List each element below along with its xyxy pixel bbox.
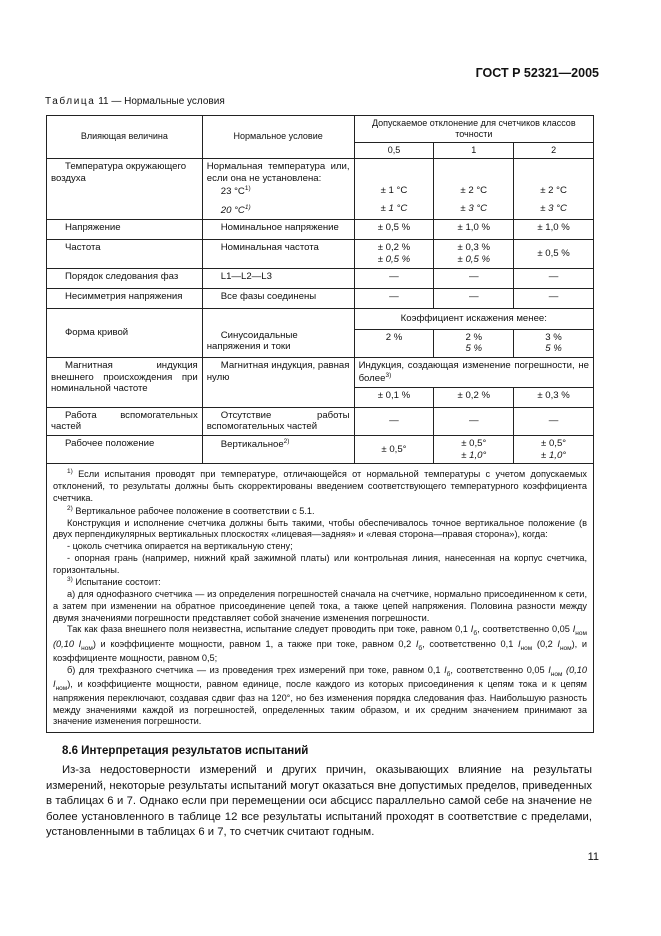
- footnote-text: а) для однофазного счетчика — из определения погрешностей сначала на счетчике, нормально присоединенном к сети, а затем при изменении на обратное присоединение цепей тока, а также цепей напряжения. Половина разности между двумя значениями погрешности представляет собой значение изменения погрешности.: [53, 589, 587, 623]
- footnote-text: Испытание состоит:: [75, 577, 161, 588]
- value-text: ± 3 °С: [460, 202, 488, 214]
- condition-cell: Магнитная индукция, равная нулю: [202, 357, 354, 407]
- value-cell: —: [514, 407, 594, 435]
- footnote-text: Вертикальное рабочее положение в соответствии с 5.1.: [75, 505, 315, 516]
- header-class: 0,5: [354, 142, 434, 158]
- value-text: ± 0,5 %: [457, 253, 490, 265]
- footnote-mark: 2): [67, 504, 73, 512]
- condition-cell: Все фазы соединены: [202, 288, 354, 308]
- table-row: [47, 268, 594, 288]
- footnote-ref: 3): [385, 371, 392, 379]
- value-cell: ± 0,3 %: [514, 387, 594, 407]
- caption-title: — Нормальные условия: [111, 96, 225, 107]
- table-row: [47, 435, 594, 463]
- note-text: Индукция, создающая изменение погрешности, не более: [358, 359, 589, 384]
- value-cell: —: [514, 288, 594, 308]
- condition-cell: L1—L2—L3: [202, 268, 354, 288]
- value-cell: —: [514, 268, 594, 288]
- value-text: ± 2 °С: [540, 184, 567, 196]
- value-cell: —: [434, 407, 514, 435]
- footnote-ref: 2): [283, 437, 290, 445]
- footnote-text: Так как фаза внешнего поля неизвестна, испытание следует проводить при токе, равном 0,1 $I_б$, соответственно 0,05 $I_{ном}$ (0,10 $I_{ном}$) и коэффициенте мощности, равном 1, а также при токе, равном 0,2 $I_б$, соответственно 0,1 $I_{ном}$ (0,2 $I_{ном}$), и коэффициенте мощности, равном 0,5;: [53, 624, 588, 663]
- influence-cell: Частота: [47, 240, 203, 268]
- value-cell: [434, 435, 514, 463]
- value-text: ± 0,5 %: [377, 253, 411, 265]
- value-text: ± 0,3 %: [457, 242, 490, 254]
- value-text: 3 %: [545, 331, 562, 343]
- value-text: ± 1 °С: [380, 184, 408, 196]
- value-text: 5 %: [545, 343, 562, 355]
- value-cell: [354, 158, 434, 219]
- influence-cell: Температура окружающего воздуха: [47, 158, 203, 219]
- value-cell: ± 0,5°: [354, 435, 434, 463]
- footnote-text: Если испытания проводят при температуре, отличающейся от нормальной температуры с учетом допускаемых отклонений, то результаты должны быть скорректированы введением соответствующего температурного коэффициента счетчика.: [53, 469, 587, 503]
- caption-label: Таблица: [45, 96, 96, 107]
- value-cell: —: [354, 288, 434, 308]
- value-text: 5 %: [465, 343, 483, 355]
- condition-cell: [202, 435, 354, 463]
- document-header: ГОСТ Р 52321—2005: [475, 66, 599, 80]
- temperature-value: 20 °С: [220, 205, 245, 217]
- section-paragraph: Из-за недостоверности измерений и других причин, оказывающих влияние на результаты измерений, некоторые результаты испытаний могут оказаться вне допустимых пределов, приведенных в таблицах 6 и 7. Однако если при перемещении оси абсцисс параллельно самой себе на значение не более установленного в таблице 12 все результаты испытаний проходят в соответствие с пределами, установленными в таблицах 6 и 7, то счетчик считают годным.: [46, 764, 592, 839]
- condition-cell: [202, 158, 354, 219]
- value-cell: [434, 158, 514, 219]
- value-cell: ± 0,2 %: [434, 387, 514, 407]
- value-text: ± 2 °С: [460, 184, 488, 196]
- header-class: 2: [514, 142, 594, 158]
- table-row: [47, 158, 594, 219]
- footnote-ref: 1): [244, 185, 251, 193]
- condition-cell: Отсутствие работы вспомогательных частей: [202, 407, 354, 435]
- condition-cell: Синусоидальные напряжения и токи: [202, 308, 354, 357]
- value-cell: ± 0,5 %: [514, 240, 594, 268]
- footnote-ref: 1): [244, 204, 251, 212]
- value-text: ± 3 °С: [540, 202, 567, 214]
- value-text: ± 0,5°: [461, 437, 487, 449]
- condition-text: Вертикальное: [220, 439, 284, 451]
- header-class: 1: [434, 142, 514, 158]
- value-cell: [354, 240, 434, 268]
- section-heading: 8.6 Интерпретация результатов испытаний: [62, 745, 309, 757]
- table-caption: [45, 96, 225, 107]
- value-cell: ± 1,0 %: [514, 220, 594, 240]
- table-row: [47, 220, 594, 240]
- influence-cell: Рабочее положение: [47, 435, 203, 463]
- value-text: ± 1,0°: [541, 449, 567, 461]
- value-cell: —: [434, 268, 514, 288]
- value-cell: ± 0,1 %: [354, 387, 434, 407]
- influence-cell: Несимметрия напряжения: [47, 288, 203, 308]
- normal-conditions-table: [46, 115, 594, 733]
- value-cell: 2 %: [354, 329, 434, 357]
- influence-cell: Магнитная индукция внешнего происхождения при номинальной частоте: [47, 357, 203, 407]
- footnotes-row: [47, 464, 594, 733]
- value-cell: [514, 435, 594, 463]
- page-number: 11: [587, 851, 599, 863]
- temperature-value: 23 °С: [220, 186, 245, 198]
- footnote-text: б) для трехфазного счетчика — из проведения трех измерений при токе, равном 0,1 $I_б$, соответственно 0,05 $I_{ном}$ (0,10 $I_{ном}$), и коэффициенте мощности, равном единице, после каждого из которых присоединения к цепям тока и к цепям напряжения переключают, создавая сдвиг фаз на 120°, но без изменения порядка следования фаз. Наибольшую разность между значениями каждой из погрешностей, определенных таким образом, и их средним значением принимают за значение изменения погрешности.: [53, 664, 587, 727]
- induction-note: [354, 357, 593, 387]
- table-row: [47, 240, 594, 268]
- value-cell: —: [354, 268, 434, 288]
- value-text: ± 1,0°: [461, 449, 487, 461]
- header-normal-condition: Нормальное условие: [202, 116, 354, 159]
- footnote-text: - опорная грань (например, нижний край зажимной платы) или контрольная линия, нанесенная на корпус счетчика, горизонтальны.: [53, 552, 587, 575]
- value-cell: ± 1,0 %: [434, 220, 514, 240]
- table-row: [47, 357, 594, 387]
- footnote-mark: 3): [67, 576, 73, 584]
- value-cell: [434, 329, 514, 357]
- condition-cell: Номинальное напряжение: [202, 220, 354, 240]
- table-footnotes: [47, 464, 594, 733]
- influence-cell: Работа вспомогательных частей: [47, 407, 203, 435]
- header-influence: Влияющая величина: [47, 116, 203, 159]
- value-cell: [514, 329, 594, 357]
- value-cell: [434, 240, 514, 268]
- influence-cell: Напряжение: [47, 220, 203, 240]
- caption-number: 11: [98, 96, 109, 107]
- value-text: ± 0,2 %: [377, 242, 411, 254]
- distortion-note: Коэффициент искажения менее:: [354, 308, 593, 329]
- footnote-mark: 1): [67, 468, 73, 476]
- footnote-text: Конструкция и исполнение счетчика должны быть такими, чтобы обеспечивалось точное вертикальное положение (в двух перпендикулярных вертикальных плоскостях «лицевая—задняя» и «левая сторона—правая сторона»), когда:: [53, 517, 587, 540]
- value-cell: ± 0,5 %: [354, 220, 434, 240]
- influence-cell: Порядок следования фаз: [47, 268, 203, 288]
- value-text: 2 %: [465, 331, 483, 343]
- value-text: ± 1 °С: [380, 202, 408, 214]
- table-row: [47, 288, 594, 308]
- influence-cell: Форма кривой: [47, 308, 203, 357]
- header-deviation: Допускаемое отклонение для счетчиков классов точности: [354, 116, 593, 143]
- footnote-text: - цоколь счетчика опирается на вертикальную стену;: [67, 541, 293, 552]
- condition-text: Нормальная температура или, если она не установлена:: [206, 160, 350, 184]
- condition-cell: Номинальная частота: [202, 240, 354, 268]
- value-cell: —: [354, 407, 434, 435]
- value-cell: —: [434, 288, 514, 308]
- table-row: [47, 308, 594, 329]
- table-row: [47, 407, 594, 435]
- value-cell: [514, 158, 594, 219]
- value-text: ± 0,5°: [541, 437, 567, 449]
